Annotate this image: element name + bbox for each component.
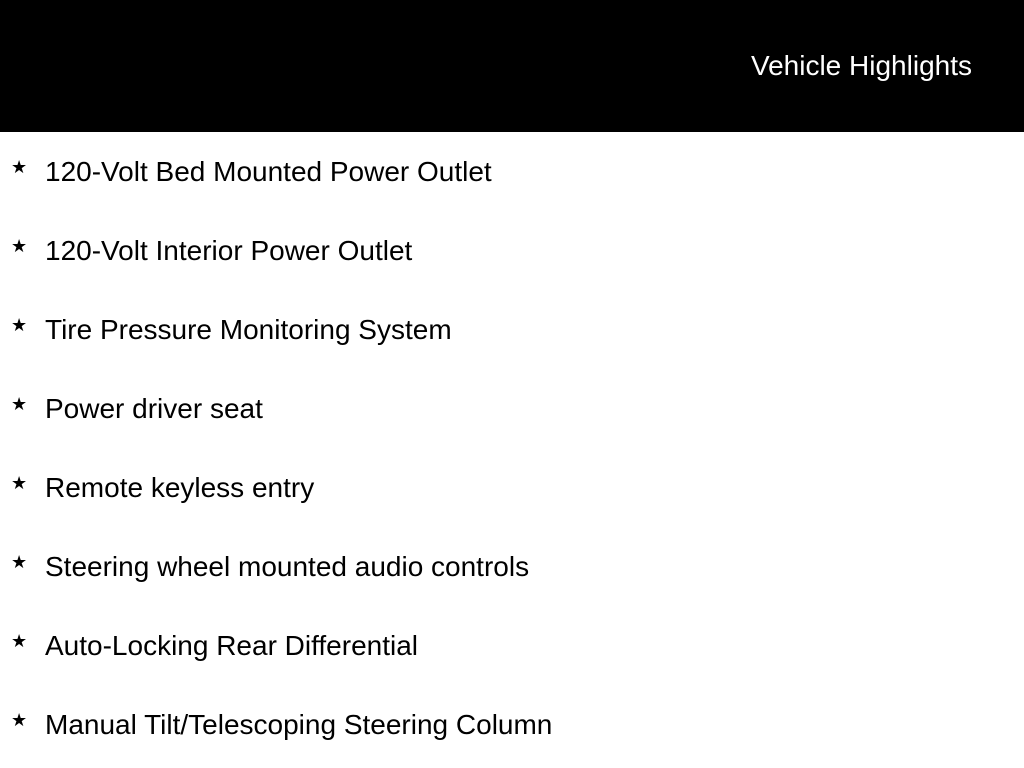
highlight-label: Tire Pressure Monitoring System	[45, 314, 452, 345]
star-icon: ★	[11, 552, 28, 573]
header-bar	[0, 0, 1024, 132]
star-icon: ★	[11, 394, 28, 415]
list-item	[0, 685, 1024, 764]
list-item	[0, 606, 1024, 685]
list-item	[0, 211, 1024, 290]
star-icon: ★	[11, 631, 28, 652]
highlight-label: Manual Tilt/Telescoping Steering Column	[45, 709, 553, 740]
page-title: Vehicle Highlights	[750, 50, 972, 81]
star-icon: ★	[11, 157, 28, 178]
highlight-label: Remote keyless entry	[45, 472, 315, 503]
highlight-label: 120-Volt Bed Mounted Power Outlet	[45, 156, 492, 187]
highlight-label: Power driver seat	[45, 393, 263, 424]
list-item	[0, 132, 1024, 211]
star-icon: ★	[11, 315, 28, 336]
highlights-list	[0, 132, 1024, 764]
highlight-label: Steering wheel mounted audio controls	[45, 551, 530, 582]
highlight-label: Auto-Locking Rear Differential	[45, 630, 419, 661]
list-item	[0, 290, 1024, 369]
highlight-label: 120-Volt Interior Power Outlet	[45, 235, 413, 266]
list-item	[0, 448, 1024, 527]
star-icon: ★	[11, 236, 28, 257]
star-icon: ★	[11, 710, 28, 731]
list-item	[0, 527, 1024, 606]
star-icon: ★	[11, 473, 28, 494]
list-item	[0, 369, 1024, 448]
